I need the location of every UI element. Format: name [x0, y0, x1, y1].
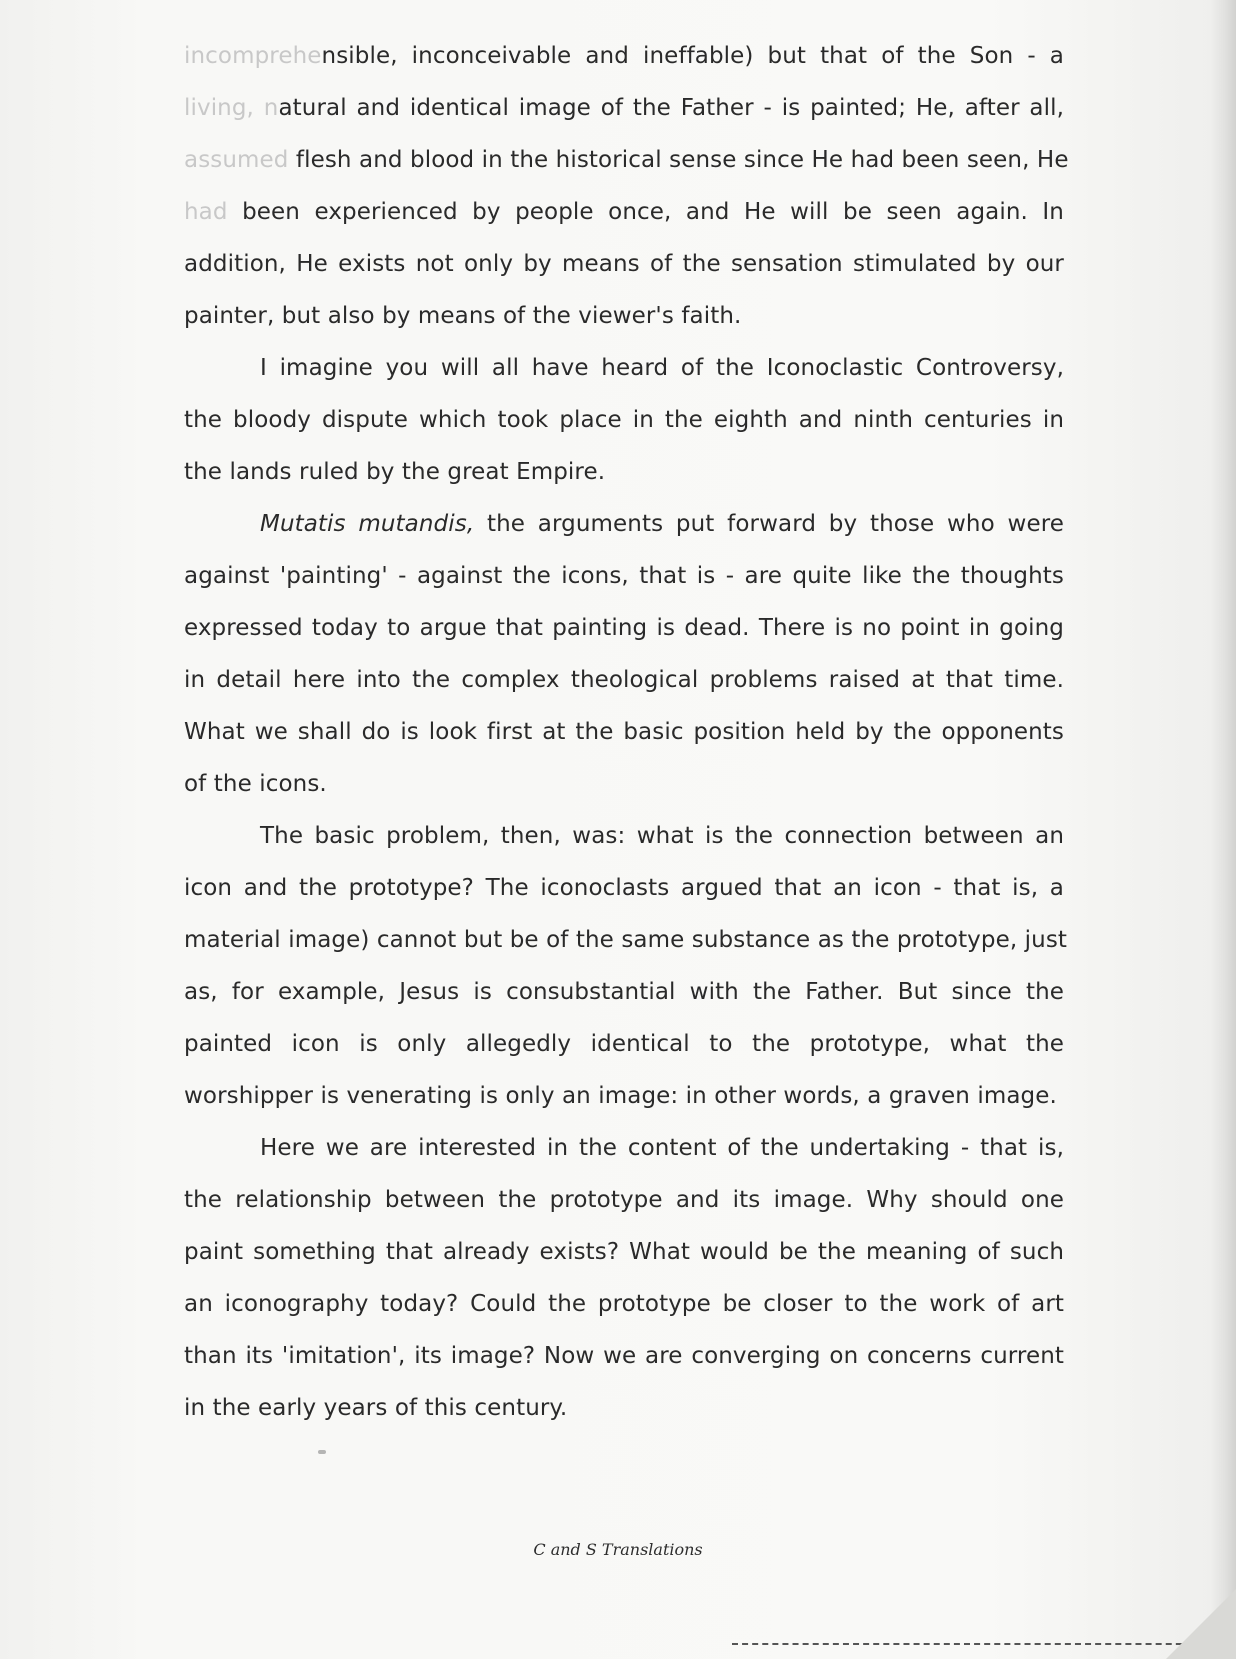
text-line	[184, 446, 1064, 498]
text-line	[184, 966, 1064, 1018]
body-text	[184, 30, 1069, 1434]
line-text: of the icons.	[184, 771, 327, 797]
text-line	[184, 1122, 1064, 1174]
line-text: been experienced by people once, and He will be seen again. In	[227, 199, 1064, 225]
text-line	[184, 654, 1064, 706]
text-line	[184, 498, 1064, 550]
line-text: Here we are interested in the content of the undertaking - that is,	[260, 1135, 1064, 1161]
text-line	[184, 914, 1068, 966]
italic-phrase: Mutatis mutandis,	[260, 511, 475, 537]
scan-speck	[318, 1450, 326, 1454]
line-text: flesh and blood in the historical sense since He had been seen, He	[288, 147, 1069, 173]
line-text: worshipper is venerating is only an image: in other words, a graven image.	[184, 1083, 1057, 1109]
line-text: nsible, inconceivable and ineffable) but that of the Son - a	[321, 43, 1064, 69]
line-text: paint something that already exists? What would be the meaning of such	[184, 1239, 1064, 1265]
text-line	[184, 550, 1064, 602]
text-line	[184, 1174, 1064, 1226]
text-line	[184, 290, 1064, 342]
footer-credit: C and S Translations	[533, 1540, 703, 1559]
text-line	[184, 602, 1064, 654]
text-line	[184, 394, 1064, 446]
faded-text: incomprehe	[184, 43, 322, 69]
line-text: I imagine you will all have heard of the Iconoclastic Controversy,	[260, 355, 1064, 381]
line-text: as, for example, Jesus is consubstantial with the Father. But since the	[184, 979, 1064, 1005]
text-line	[184, 1330, 1064, 1382]
faded-text: living, n	[184, 95, 279, 121]
line-text: What we shall do is look first at the basic position held by the opponents	[184, 719, 1064, 745]
text-line	[184, 810, 1064, 862]
line-text: in detail here into the complex theological problems raised at that time.	[184, 667, 1064, 693]
line-text: the bloody dispute which took place in the eighth and ninth centuries in	[184, 407, 1064, 433]
faded-text: assumed	[184, 147, 289, 173]
faded-text: had	[184, 199, 228, 225]
line-text: than its 'imitation', its image? Now we are converging on concerns current	[184, 1343, 1064, 1369]
text-line	[184, 134, 1069, 186]
text-line	[184, 238, 1064, 290]
line-text: addition, He exists not only by means of the sensation stimulated by our	[184, 251, 1064, 277]
line-text: icon and the prototype? The iconoclasts argued that an icon - that is, a	[184, 875, 1064, 901]
line-text: material image) cannot but be of the same substance as the prototype, just	[184, 927, 1068, 953]
text-line	[184, 1382, 1064, 1434]
dashed-rule	[732, 1643, 1202, 1645]
line-text: The basic problem, then, was: what is the connection between an	[260, 823, 1064, 849]
line-text: atural and identical image of the Father - is painted; He, after all,	[278, 95, 1064, 121]
text-line	[184, 706, 1064, 758]
line-text: painted icon is only allegedly identical to the prototype, what the	[184, 1031, 1064, 1057]
folded-corner	[1166, 1589, 1236, 1659]
line-text: the lands ruled by the great Empire.	[184, 459, 606, 485]
text-line	[184, 862, 1064, 914]
text-line	[184, 1018, 1064, 1070]
page-edge-shadow	[1210, 0, 1236, 1659]
text-line	[184, 30, 1064, 82]
text-line	[184, 186, 1064, 238]
line-text: an iconography today? Could the prototype be closer to the work of art	[184, 1291, 1064, 1317]
line-text: painter, but also by means of the viewer's faith.	[184, 303, 742, 329]
text-line	[184, 1278, 1064, 1330]
line-text: the relationship between the prototype and its image. Why should one	[184, 1187, 1064, 1213]
line-text: the arguments put forward by those who were	[474, 511, 1064, 537]
line-text: expressed today to argue that painting is dead. There is no point in going	[184, 615, 1064, 641]
line-text: against 'painting' - against the icons, that is - are quite like the thoughts	[184, 563, 1064, 589]
text-line	[184, 82, 1064, 134]
text-line	[184, 1070, 1064, 1122]
text-line	[184, 758, 1064, 810]
text-line	[184, 342, 1064, 394]
line-text: in the early years of this century.	[184, 1395, 568, 1421]
text-line	[184, 1226, 1064, 1278]
